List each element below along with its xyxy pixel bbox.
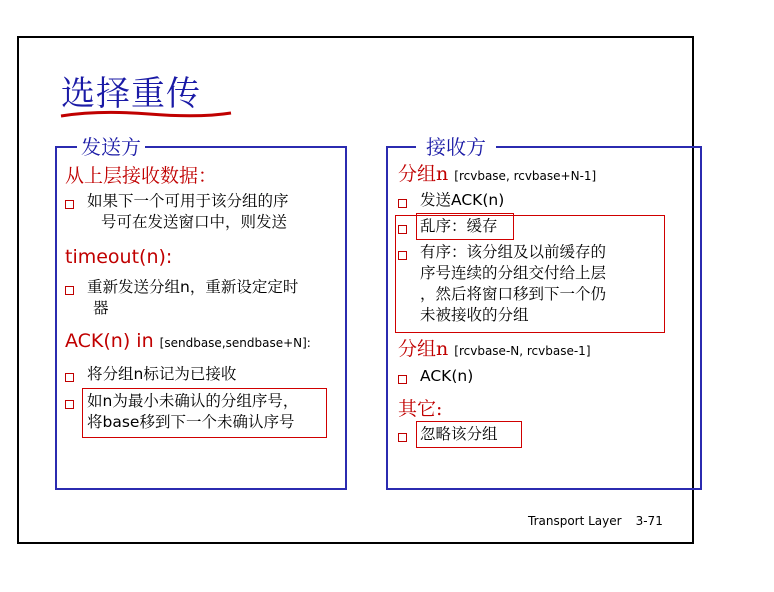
receiver-legend: 接收方 (416, 131, 496, 160)
sender-bullet4-line2: 将base移到下一个未确认序号 (87, 413, 295, 431)
receiver-bullet3-line1: 有序：该分组及以前缓存的 (420, 243, 607, 261)
receiver-heading-other: 其它: (398, 398, 443, 420)
receiver-inorder-highlight (395, 215, 665, 333)
sender-bullet2-line2: 器 (93, 299, 109, 317)
bullet-icon (65, 400, 74, 409)
bullet-icon (65, 373, 74, 382)
slide (17, 36, 694, 544)
sender-box (55, 135, 347, 490)
sender-heading-timeout: timeout(n): (65, 246, 173, 268)
receiver-heading-old-range: [rcvbase-N, rcvbase-1] (454, 344, 591, 358)
bullet-icon (65, 286, 74, 295)
receiver-box (386, 135, 702, 490)
receiver-heading-inwindow (398, 159, 596, 186)
sender-bullet3: 将分组n标记为已接收 (87, 365, 237, 383)
sender-heading-ack-main: ACK(n) in (65, 330, 160, 352)
sender-bullet2-line1: 重新发送分组n，重新设定定时 (87, 278, 299, 296)
receiver-bullet3-line4: 未被接收的分组 (420, 306, 529, 324)
sender-bullet4-line1: 如n为最小未确认的分组序号， (87, 392, 299, 410)
slide-title: 选择重传 (61, 74, 201, 114)
receiver-heading-inwindow-main: 分组n (398, 163, 455, 185)
bullet-icon (398, 199, 407, 208)
receiver-heading-old (398, 334, 591, 361)
footer-label: Transport Layer (528, 514, 622, 528)
receiver-heading-inwindow-range: [rcvbase, rcvbase+N-1] (454, 169, 597, 183)
bullet-icon (65, 200, 74, 209)
sender-heading-receive: 从上层接收数据： (65, 165, 218, 187)
sender-bullet1-line2: 号可在发送窗口中，则发送 (101, 213, 288, 231)
sender-legend: 发送方 (77, 131, 145, 160)
slide-footer (528, 514, 663, 528)
receiver-bullet3-line2: 序号连续的分组交付给上层 (420, 264, 607, 282)
receiver-ignore-highlight (416, 421, 522, 448)
receiver-bullet1: 发送ACK(n) (420, 191, 505, 209)
bullet-icon (398, 375, 407, 384)
sender-bullet1-line1: 如果下一个可用于该分组的序 (87, 192, 289, 210)
sender-highlight-box (82, 388, 327, 438)
receiver-bullet2: 乱序：缓存 (420, 217, 498, 235)
receiver-heading-old-main: 分组n (398, 338, 455, 360)
sender-heading-ack-range: [sendbase,sendbase+N]: (159, 336, 311, 350)
receiver-bullet5: 忽略该分组 (420, 425, 498, 443)
receiver-bullet4: ACK(n) (420, 367, 474, 385)
sender-heading-ack (65, 330, 311, 352)
receiver-bullet3-line3: ，然后将窗口移到下一个仍 (420, 285, 607, 303)
title-underline (59, 108, 234, 120)
footer-page-number: 3-71 (635, 514, 663, 528)
bullet-icon (398, 433, 407, 442)
